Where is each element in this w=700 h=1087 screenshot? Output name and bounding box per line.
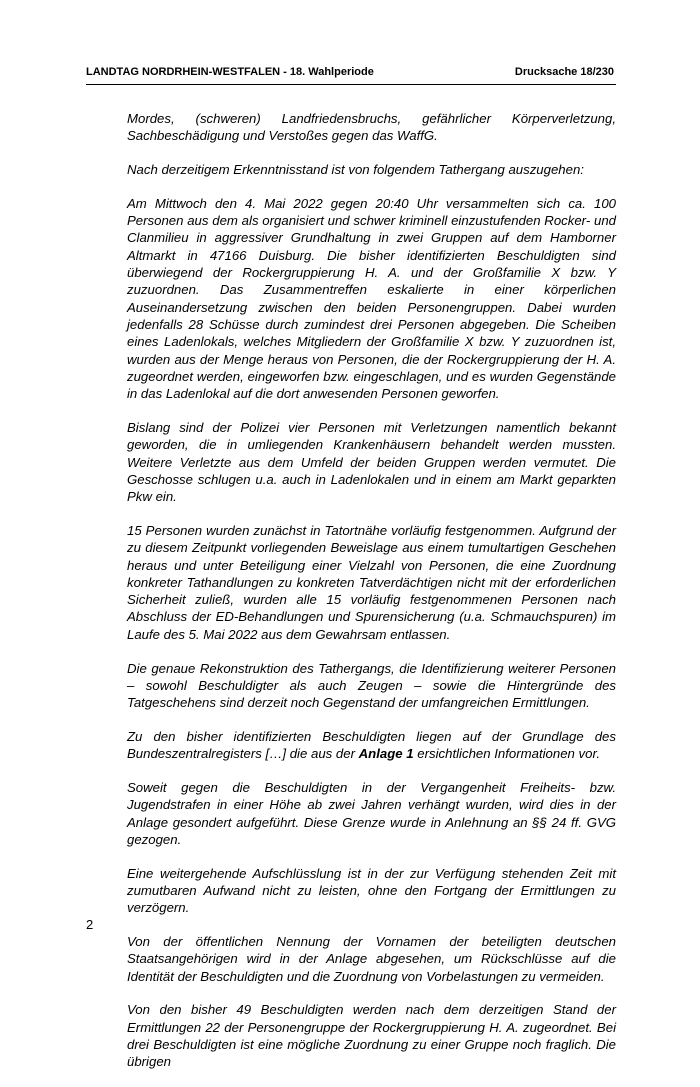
paragraph: Die genaue Rekonstruktion des Tathergangs, die Identifizierung weiterer Personen – sowohl Beschuldigter als auch Zeugen – sowie die Hintergründe des Tatgeschehens sind derzeit noch Gegenstand der umfangreichen Ermittlungen. xyxy=(127,660,616,711)
document-body xyxy=(127,110,616,1087)
header-divider xyxy=(86,84,616,85)
anlage-reference: Anlage 1 xyxy=(358,746,414,762)
paragraph: Eine weitergehende Aufschlüsslung ist in der zur Verfügung stehenden Zeit mit zumutbaren Aufwand nicht zu leisten, ohne den Fortgang der Ermittlungen zu verzögern. xyxy=(127,865,616,916)
paragraph: Nach derzeitigem Erkenntnisstand ist von folgendem Tathergang auszugehen: xyxy=(127,162,584,178)
paragraph: 15 Personen wurden zunächst in Tatortnähe vorläufig festgenommen. Aufgrund der zu diesem Zeitpunkt vorliegenden Beweislage aus einem tumultartigen Geschehen heraus und unter Beteiligung einer Vielzahl von Personen, die eine Zuordnung konkreter Tathandlungen zu konkreten Tatverdächtigen nicht mit der erforderlichen Sicherheit zuließ, wurden alle 15 vorläufig festgenommenen Personen nach Abschluss der ED-Behandlungen und Spurensicherung (u.a. Schmauchspuren) im Laufe des 5. Mai 2022 aus dem Gewahrsam entlassen. xyxy=(127,522,616,642)
page-number: 2 xyxy=(86,917,94,932)
paragraph-text: Zu den bisher identifizierten Beschuldigten liegen auf der Grundlage des Bundeszentralregisters […] die aus der xyxy=(127,728,616,762)
paragraph: Bislang sind der Polizei vier Personen mit Verletzungen namentlich bekannt geworden, die in umliegenden Krankenhäusern behandelt werden mussten. Weitere Verletzte aus dem Umfeld der beiden Gruppen werden vermutet. Die Geschosse schlugen u.a. auch in Ladenlokalen und in einem am Markt geparkten Pkw ein. xyxy=(127,419,616,505)
page-header xyxy=(86,66,614,78)
paragraph: Von den bisher 49 Beschuldigten werden nach dem derzeitigen Stand der Ermittlungen 22 der Personengruppe der Rockergruppierung H. A. zugeordnet. Bei drei Beschuldigten ist eine mögliche Zuordnung zu einer Gruppe noch fraglich. Die übrigen xyxy=(127,1002,616,1070)
paragraph: Mordes, (schweren) Landfriedensbruchs, gefährlicher Körperverletzung, Sachbeschädigung und Verstoßes gegen das WaffG. xyxy=(127,111,616,144)
paragraph: Von der öffentlichen Nennung der Vornamen der beteiligten deutschen Staatsangehörigen wird in der Anlage abgesehen, um Rückschlüsse auf die Identität der Beschuldigten und die Zuordnung von Vorbelastungen zu vermeiden. xyxy=(127,934,616,984)
header-document-number: Drucksache 18/230 xyxy=(514,66,614,78)
header-parliament-title: LANDTAG NORDRHEIN-WESTFALEN - 18. Wahlperiode xyxy=(86,66,374,78)
paragraph-text: ersichtlichen Informationen vor. xyxy=(413,746,601,762)
paragraph: Am Mittwoch den 4. Mai 2022 gegen 20:40 Uhr versammelten sich ca. 100 Personen aus dem als organisiert und schwer kriminell einzustufenden Rocker- und Clanmilieu in aggressiver Grundhaltung in zwei Gruppen auf dem Hamborner Altmarkt in 47166 Duisburg. Die bisher identifizierten Beschuldigten sind überwiegend der Rockergruppierung H. A. und der Großfamilie X bzw. Y zuzuordnen. Das Zusammentreffen eskalierte in einer körperlichen Auseinandersetzung zwischen den beiden Personengruppen. Dabei wurden jedenfalls 28 Schüsse durch zumindest drei Personen abgegeben. Die Scheiben eines Ladenlokals, welches Mitgliedern der Großfamilie X bzw. Y zuzuordnen ist, wurden aus der Menge heraus von Personen, die der Rockergruppierung der H. A. zugeordnet werden, eingeworfen bzw. eingeschlagen, und es wurden Gegenstände in das Ladenlokal auf die dort anwesenden Personen geworfen. xyxy=(127,195,616,402)
paragraph-anlage-reference xyxy=(127,728,616,763)
paragraph: Soweit gegen die Beschuldigten in der Vergangenheit Freiheits- bzw. Jugendstrafen in einer Höhe ab zwei Jahren verhängt wurden, wird dies in der Anlage gesondert aufgeführt. Diese Grenze wurde in Anlehnung an §§ 24 ff. GVG gezogen. xyxy=(127,780,616,847)
